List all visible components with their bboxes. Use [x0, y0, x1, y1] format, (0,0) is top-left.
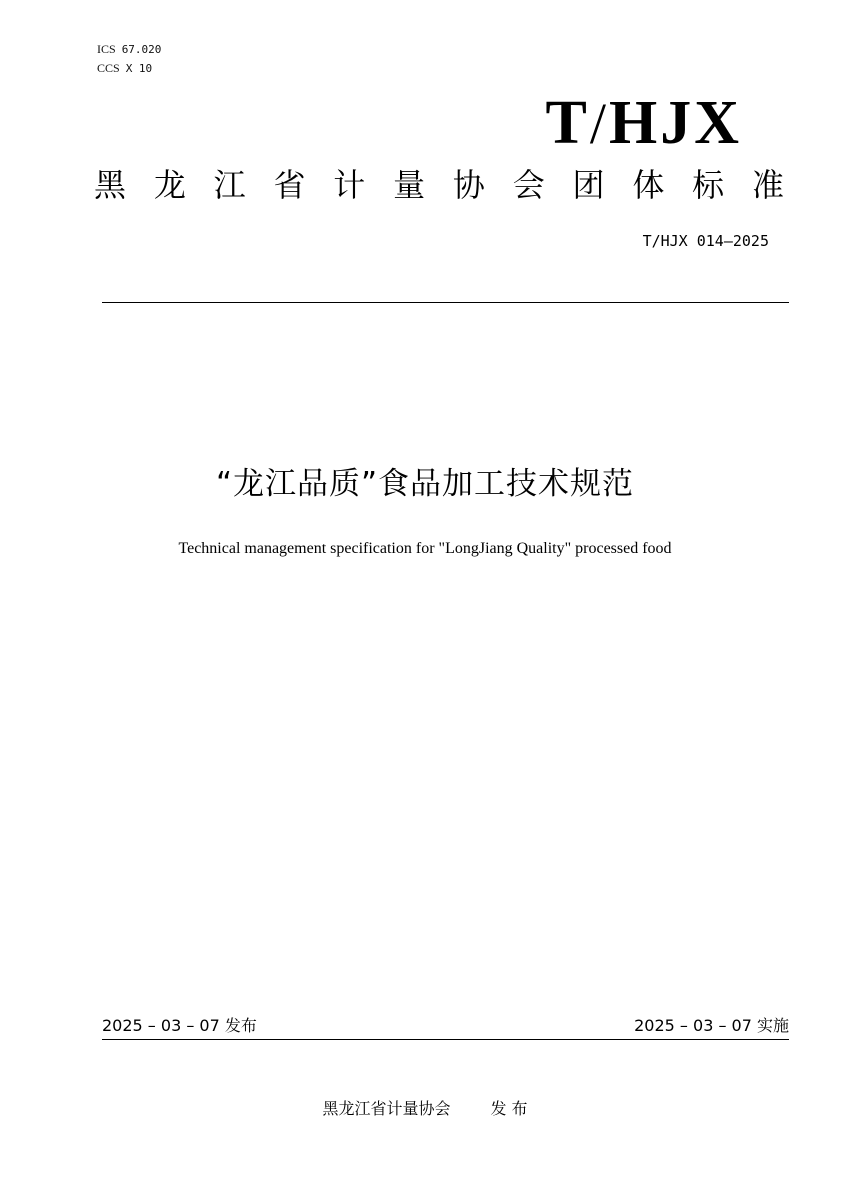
bottom-divider — [102, 1039, 789, 1040]
org-title-char: 团 — [572, 166, 605, 204]
title-english: Technical management specification for "LongJiang Quality" processed food — [178, 540, 672, 557]
publisher-name: 黑龙江省计量协会 — [322, 1099, 451, 1118]
ccs-label: CCS — [97, 61, 120, 75]
logo-code: HJX — [609, 89, 742, 157]
logo-slash: / — [589, 91, 609, 156]
issue-date: 2025 – 03 – 07 发布 — [102, 1016, 257, 1035]
org-title-char: 计 — [333, 166, 366, 204]
top-divider — [102, 302, 789, 303]
org-title-char: 江 — [213, 166, 246, 204]
org-title-char: 量 — [393, 166, 426, 204]
ccs-line — [97, 59, 161, 78]
org-title-char: 省 — [273, 166, 306, 204]
organization-standard-title — [94, 163, 784, 207]
ics-code: 67.020 — [121, 43, 162, 56]
logo-prefix: T — [545, 89, 590, 157]
ics-label: ICS — [97, 42, 116, 56]
standard-logo — [546, 88, 742, 159]
ccs-code: X 10 — [125, 62, 153, 75]
publisher-action: 发 布 — [490, 1099, 528, 1118]
ics-line — [97, 40, 161, 59]
org-title-char: 龙 — [153, 166, 186, 204]
publisher-line — [0, 1098, 850, 1120]
implementation-date: 2025 – 03 – 07 实施 — [634, 1016, 789, 1035]
org-title-char: 标 — [692, 166, 725, 204]
org-title-char: 会 — [512, 166, 545, 204]
org-title-char: 体 — [632, 166, 665, 204]
title-chinese: “龙江品质”食品加工技术规范 — [215, 466, 635, 502]
classification-codes — [97, 40, 161, 78]
org-title-char: 协 — [452, 166, 485, 204]
org-title-char: 黑 — [94, 166, 127, 204]
org-title-char: 准 — [751, 166, 784, 204]
standard-number: T/HJX 014—2025 — [642, 232, 769, 250]
